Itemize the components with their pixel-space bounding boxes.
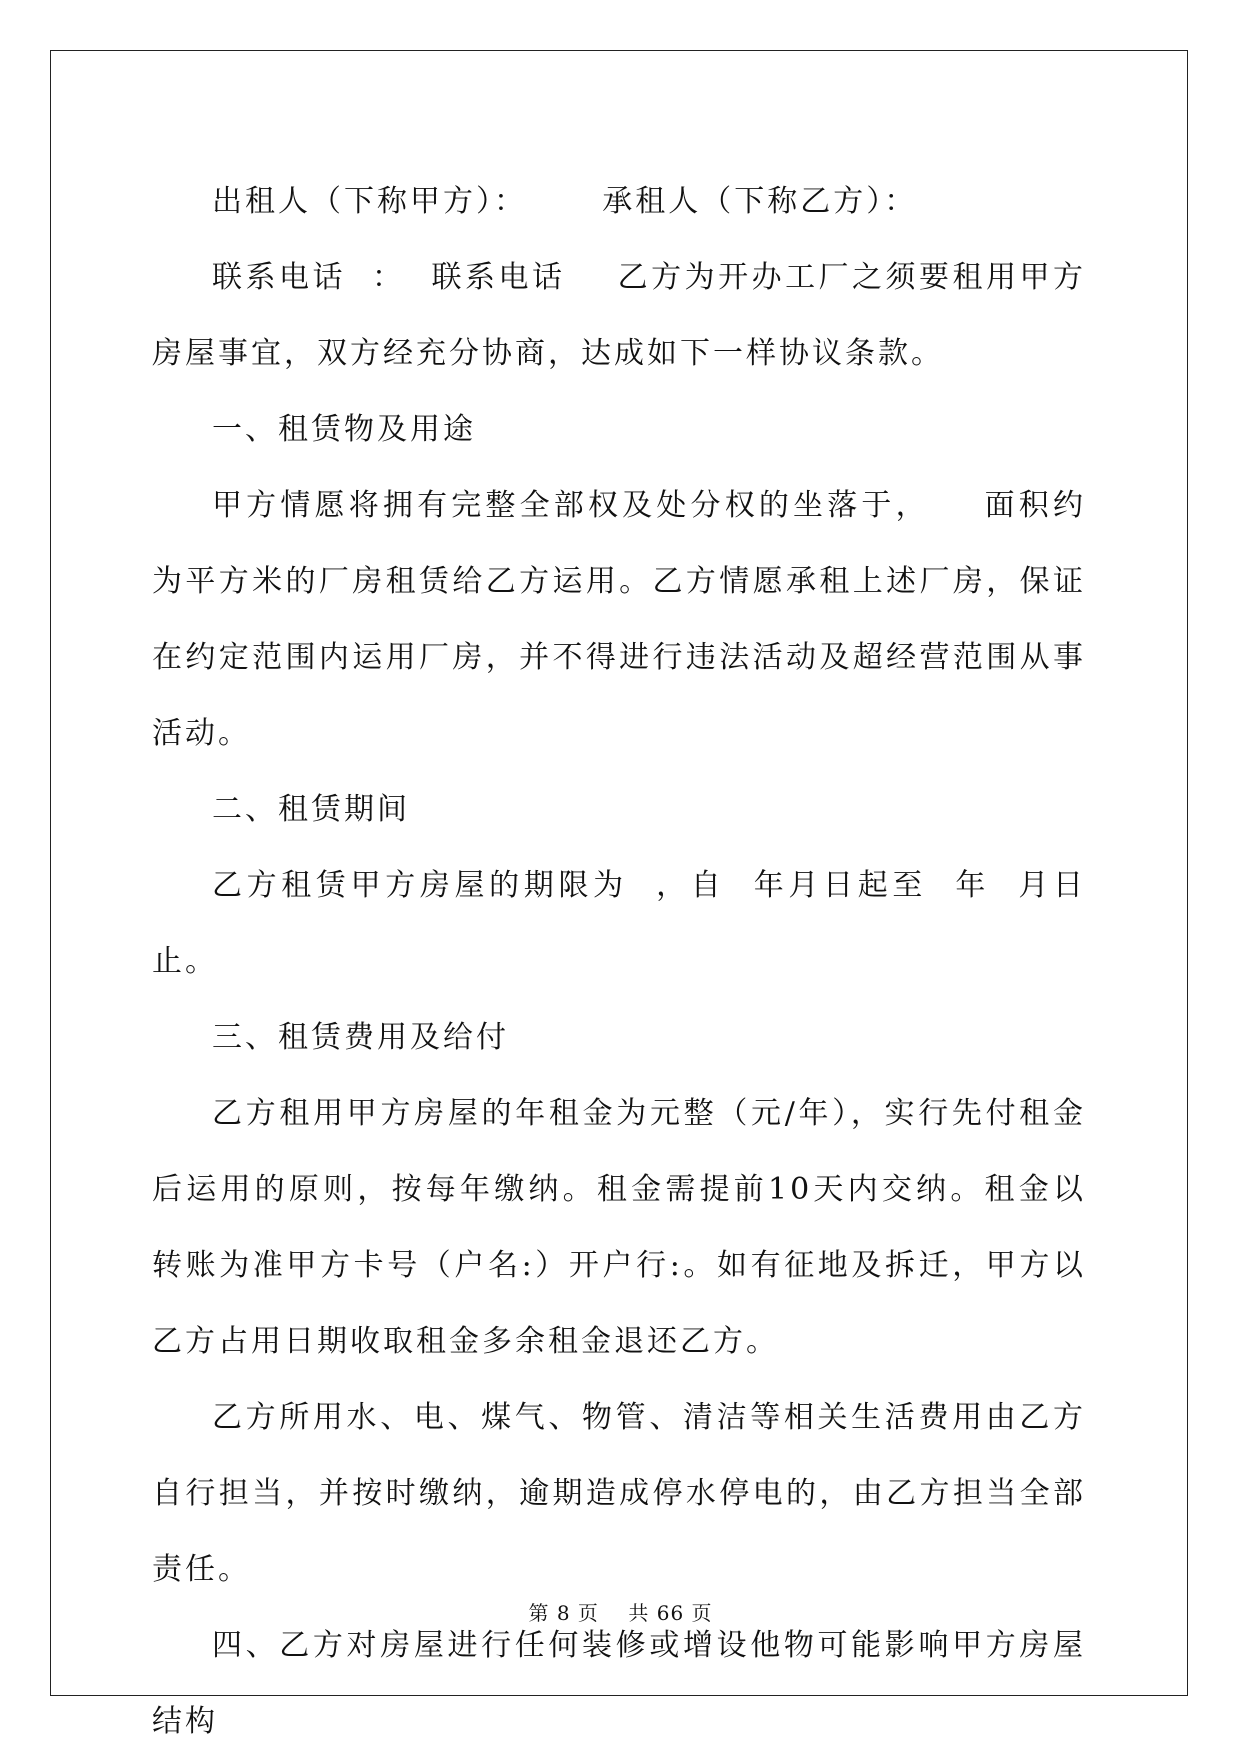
paragraph-lease-object: 甲方情愿将拥有完整全部权及处分权的坐落于， 面积约为平方米的厂房租赁给乙方运用。乙方情愿承租上述厂房，保证在约定范围内运用厂房，并不得进行违法活动及超经营范围从事活动。 (152, 488, 1086, 751)
paragraph-rent: 乙方租用甲方房屋的年租金为元整（元/年），实行先付租金后运用的原则，按每年缴纳。租金需提前10天内交纳。租金以转账为准甲方卡号（户名:）开户行:。如有征地及拆迁，甲方以乙方占用日期收取租金多余租金退还乙方。 (152, 1096, 1086, 1359)
paragraph-parties: 出租人（下称甲方）： 承租人（下称乙方）： (212, 184, 918, 219)
heading-section-2: 二、租赁期间 (212, 792, 410, 827)
heading-section-4: 四、乙方对房屋进行任何装修或增设他物可能影响甲方房屋结构 (152, 1628, 1086, 1739)
paragraph-lease-period: 乙方租赁甲方房屋的期限为 ，自 年月日起至 年 月日止。 (152, 868, 1086, 979)
document-body (152, 164, 1086, 1760)
total-pages: 共 66 页 (628, 1601, 713, 1625)
paragraph-contact: 联系电话 ： 联系电话 乙方为开办工厂之须要租用甲方房屋事宜，双方经充分协商，达成如下一样协议条款。 (152, 260, 1086, 371)
paragraph-utilities: 乙方所用水、电、煤气、物管、清洁等相关生活费用由乙方自行担当，并按时缴纳，逾期造成停水停电的，由乙方担当全部责任。 (152, 1400, 1086, 1587)
page-number: 第 8 页 (528, 1601, 599, 1625)
heading-section-1: 一、租赁物及用途 (212, 412, 476, 447)
heading-section-3: 三、租赁费用及给付 (212, 1020, 509, 1055)
page-footer (0, 1597, 1241, 1626)
